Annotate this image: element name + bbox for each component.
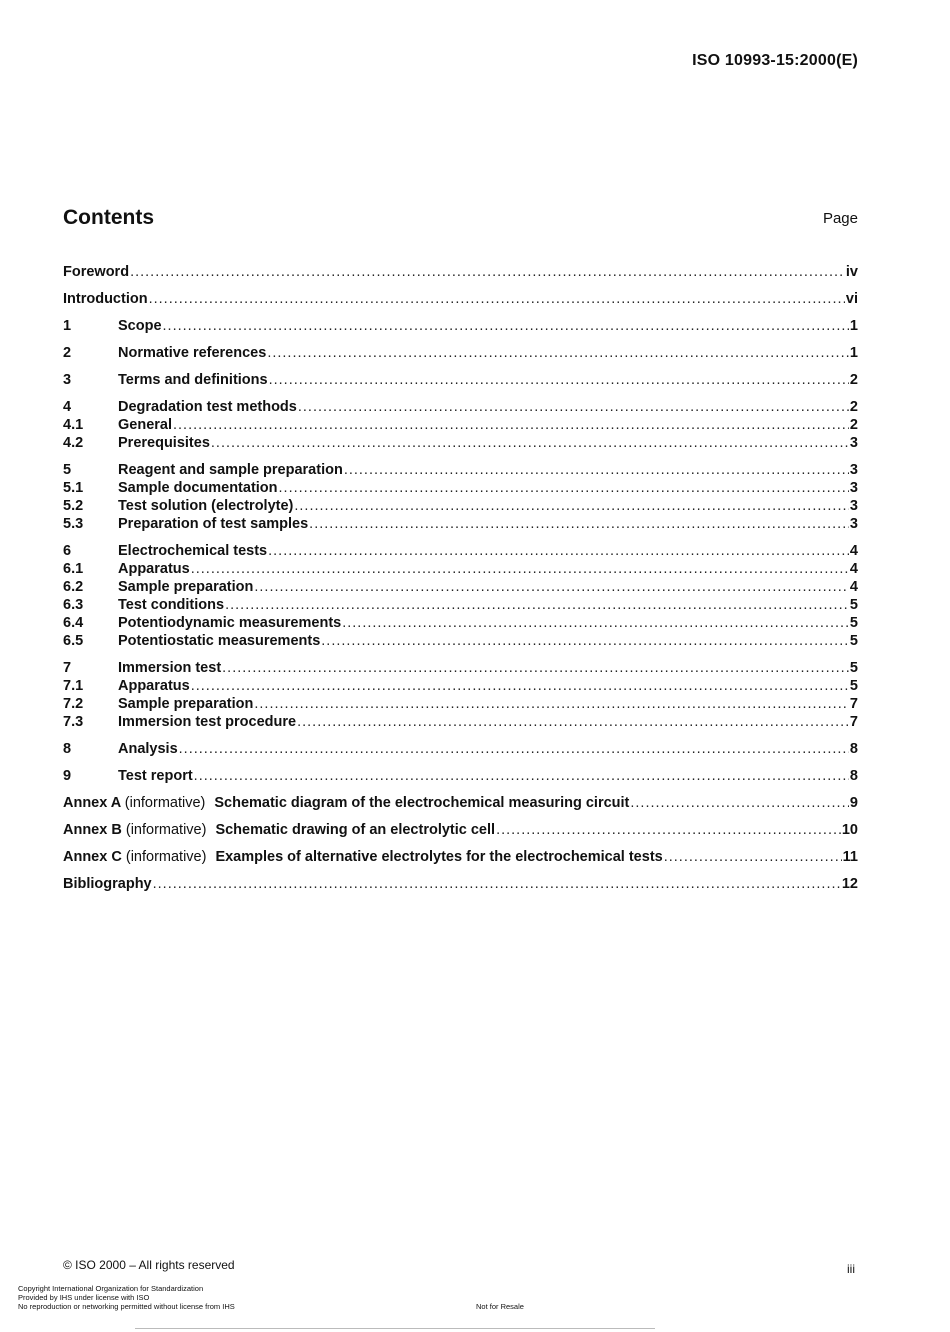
- table-of-contents: [63, 263, 858, 893]
- toc-entry-number: 6.1: [63, 561, 84, 577]
- toc-entry-apparatus[interactable]: [63, 560, 858, 578]
- toc-entry-label: Foreword: [63, 264, 130, 280]
- dot-leader: [163, 317, 849, 335]
- toc-entry-label: Apparatus: [118, 678, 190, 694]
- resale-notice: Not for Resale: [476, 1302, 524, 1311]
- toc-entry-page: 1: [849, 345, 858, 361]
- toc-entry-bibliography[interactable]: [63, 875, 858, 893]
- license-notice: [18, 1284, 235, 1311]
- toc-entry-label: Degradation test methods: [118, 399, 297, 415]
- toc-entry-label: Schematic drawing of an electrolytic cell: [215, 822, 496, 838]
- toc-entry-foreword[interactable]: [63, 263, 858, 281]
- toc-entry-number: 5.1: [63, 480, 84, 496]
- dot-leader: [630, 794, 849, 812]
- toc-entry-normative-references[interactable]: [63, 344, 858, 362]
- page-column-label: Page: [822, 210, 858, 227]
- toc-entry-page: 5: [849, 597, 858, 613]
- toc-entry-label: Test report: [118, 768, 193, 784]
- license-notice-line: Copyright International Organization for Standardization: [18, 1284, 204, 1293]
- toc-entry-sample-preparation[interactable]: [63, 578, 858, 596]
- toc-entry-page: 3: [849, 462, 858, 478]
- toc-entry-page: 11: [842, 849, 858, 865]
- toc-entry-label: Potentiostatic measurements: [118, 633, 321, 649]
- dot-leader: [321, 632, 849, 650]
- toc-entry-page: 1: [849, 318, 858, 334]
- dot-leader: [179, 740, 849, 758]
- toc-entry-page: 7: [849, 714, 858, 730]
- toc-entry-page: 3: [849, 435, 858, 451]
- toc-entry-number: 6.2: [63, 579, 84, 595]
- toc-entry-number: 6.3: [63, 597, 84, 613]
- dot-leader: [130, 263, 845, 281]
- dot-leader: [153, 875, 841, 893]
- dot-leader: [297, 713, 849, 731]
- toc-entry-page: 2: [849, 399, 858, 415]
- toc-entry-label: Bibliography: [63, 876, 152, 892]
- dot-leader: [268, 542, 849, 560]
- toc-entry-number: 5: [63, 462, 72, 478]
- dot-leader: [294, 497, 849, 515]
- toc-entry-page: 7: [849, 696, 858, 712]
- page-title: Contents: [63, 206, 154, 229]
- toc-entry-label: Reagent and sample preparation: [118, 462, 343, 478]
- dot-leader: [254, 695, 849, 713]
- dot-leader: [194, 767, 849, 785]
- scan-artifact-line: [135, 1328, 655, 1329]
- dot-leader: [269, 371, 849, 389]
- toc-entry-label: Prerequisites: [118, 435, 210, 451]
- toc-entry-label: Normative references: [118, 345, 267, 361]
- dot-leader: [149, 290, 845, 308]
- toc-entry-number: 6.5: [63, 633, 84, 649]
- toc-entry-page: 9: [849, 795, 858, 811]
- dot-leader: [279, 479, 849, 497]
- toc-entry-test-solution[interactable]: [63, 497, 858, 515]
- toc-entry-number: 7.2: [63, 696, 84, 712]
- toc-entry-preparation-test-samples[interactable]: [63, 515, 858, 533]
- toc-entry-prerequisites[interactable]: [63, 434, 858, 452]
- toc-entry-label: Scope: [118, 318, 162, 334]
- toc-entry-scope[interactable]: [63, 317, 858, 335]
- dot-leader: [298, 398, 849, 416]
- dot-leader: [344, 461, 849, 479]
- toc-entry-number: 3: [63, 372, 72, 388]
- toc-entry-page: 4: [849, 543, 858, 559]
- toc-entry-degradation-test-methods[interactable]: [63, 398, 858, 416]
- toc-entry-label: Terms and definitions: [118, 372, 268, 388]
- toc-entry-label: Preparation of test samples: [118, 516, 309, 532]
- toc-entry-label: Immersion test procedure: [118, 714, 297, 730]
- toc-entry-number: 2: [63, 345, 72, 361]
- toc-entry-number: 1: [63, 318, 72, 334]
- toc-entry-potentiostatic[interactable]: [63, 632, 858, 650]
- toc-entry-page: 5: [849, 660, 858, 676]
- toc-entry-label: Introduction: [63, 291, 148, 307]
- toc-entry-annex-a[interactable]: [63, 794, 858, 812]
- toc-entry-number: 7.1: [63, 678, 84, 694]
- annex-prefix: Annex B (informative): [63, 822, 207, 838]
- toc-entry-number: 5.3: [63, 516, 84, 532]
- dot-leader: [254, 578, 849, 596]
- toc-entry-number: 4.2: [63, 435, 84, 451]
- dot-leader: [173, 416, 849, 434]
- toc-entry-electrochemical-tests[interactable]: [63, 542, 858, 560]
- toc-entry-label: Sample documentation: [118, 480, 278, 496]
- dot-leader: [211, 434, 849, 452]
- toc-entry-label: Examples of alternative electrolytes for the electrochemical tests: [215, 849, 663, 865]
- toc-entry-label: Immersion test: [118, 660, 222, 676]
- toc-entry-label: Test conditions: [118, 597, 225, 613]
- copyright-notice: © ISO 2000 – All rights reserved: [63, 1258, 235, 1272]
- toc-entry-reagent-sample-preparation[interactable]: [63, 461, 858, 479]
- toc-entry-page: 5: [849, 633, 858, 649]
- license-notice-line: Provided by IHS under license with ISO: [18, 1293, 150, 1302]
- annex-prefix: Annex A (informative): [63, 795, 206, 811]
- toc-entry-terms-definitions[interactable]: [63, 371, 858, 389]
- toc-entry-label: Electrochemical tests: [118, 543, 268, 559]
- toc-entry-page: 5: [849, 615, 858, 631]
- toc-entry-general[interactable]: [63, 416, 858, 434]
- document-id: ISO 10993-15:2000(E): [692, 52, 858, 69]
- toc-entry-label: Analysis: [118, 741, 178, 757]
- toc-entry-page: 10: [841, 822, 858, 838]
- toc-entry-page: 4: [849, 579, 858, 595]
- dot-leader: [496, 821, 841, 839]
- toc-entry-label: Test solution (electrolyte): [118, 498, 294, 514]
- dot-leader: [191, 677, 849, 695]
- dot-leader: [191, 560, 849, 578]
- annex-prefix: Annex C (informative): [63, 849, 207, 865]
- toc-entry-number: 6: [63, 543, 72, 559]
- toc-entry-number: 4.1: [63, 417, 84, 433]
- toc-entry-page: 3: [849, 516, 858, 532]
- toc-entry-sample-documentation[interactable]: [63, 479, 858, 497]
- toc-entry-label: Apparatus: [118, 561, 190, 577]
- toc-entry-sample-preparation[interactable]: [63, 695, 858, 713]
- page-number: iii: [847, 1262, 855, 1276]
- dot-leader: [225, 596, 849, 614]
- toc-entry-label: Sample preparation: [118, 696, 254, 712]
- toc-entry-number: 6.4: [63, 615, 84, 631]
- toc-entry-page: 8: [849, 768, 858, 784]
- license-notice-line: No reproduction or networking permitted without license from IHS: [18, 1302, 235, 1311]
- toc-entry-label: Sample preparation: [118, 579, 254, 595]
- dot-leader: [309, 515, 849, 533]
- toc-entry-number: 7.3: [63, 714, 84, 730]
- toc-entry-annex-c[interactable]: [63, 848, 858, 866]
- toc-entry-number: 8: [63, 741, 72, 757]
- toc-entry-page: iv: [845, 264, 858, 280]
- toc-entry-introduction[interactable]: [63, 290, 858, 308]
- toc-entry-page: 2: [849, 372, 858, 388]
- dot-leader: [267, 344, 849, 362]
- toc-entry-page: 3: [849, 480, 858, 496]
- toc-entry-annex-b[interactable]: [63, 821, 858, 839]
- toc-entry-page: 3: [849, 498, 858, 514]
- toc-entry-potentiodynamic[interactable]: [63, 614, 858, 632]
- dot-leader: [222, 659, 849, 677]
- toc-entry-label: Schematic diagram of the electrochemical measuring circuit: [214, 795, 630, 811]
- toc-entry-apparatus[interactable]: [63, 677, 858, 695]
- toc-entry-immersion-procedure[interactable]: [63, 713, 858, 731]
- toc-entry-page: 4: [849, 561, 858, 577]
- dot-leader: [664, 848, 842, 866]
- toc-entry-page: 8: [849, 741, 858, 757]
- toc-entry-label: Potentiodynamic measurements: [118, 615, 342, 631]
- toc-entry-number: 4: [63, 399, 72, 415]
- toc-entry-page: 2: [849, 417, 858, 433]
- toc-entry-test-conditions[interactable]: [63, 596, 858, 614]
- toc-entry-immersion-test[interactable]: [63, 659, 858, 677]
- toc-entry-test-report[interactable]: [63, 767, 858, 785]
- toc-entry-label: General: [118, 417, 172, 433]
- toc-entry-analysis[interactable]: [63, 740, 858, 758]
- toc-entry-number: 5.2: [63, 498, 84, 514]
- dot-leader: [342, 614, 849, 632]
- toc-entry-page: 12: [841, 876, 858, 892]
- toc-entry-page: 5: [849, 678, 858, 694]
- toc-entry-number: 7: [63, 660, 72, 676]
- toc-entry-number: 9: [63, 768, 72, 784]
- toc-entry-page: vi: [845, 291, 858, 307]
